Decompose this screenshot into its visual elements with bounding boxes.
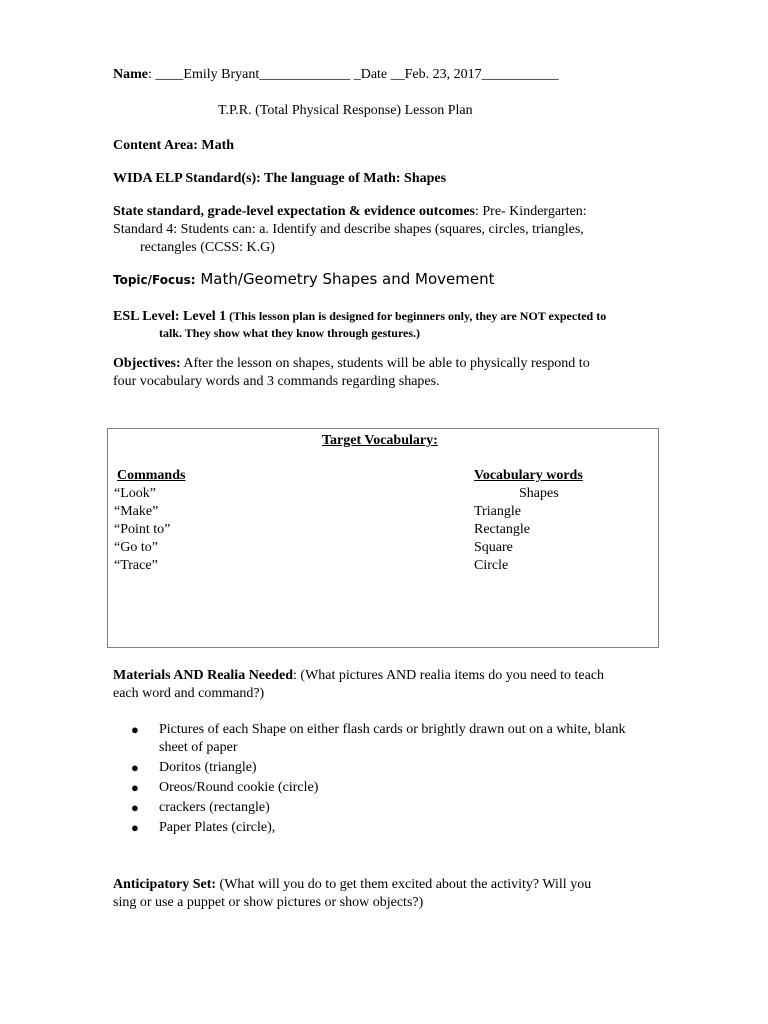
materials-label: Materials AND Realia Needed (113, 668, 294, 683)
topic-value: Math/Geometry Shapes and Movement (195, 270, 495, 288)
anticipatory-set (113, 876, 591, 894)
wida-value: The language of Math: Shapes (260, 171, 447, 186)
wida-label: WIDA ELP Standard(s): (113, 171, 261, 186)
state-standard-line2: Standard 4: Students can: a. Identify and describe shapes (squares, circles, triangles, (113, 222, 584, 237)
vocabulary-words-header (474, 467, 583, 485)
list-item-text: Doritos (triangle) (159, 760, 257, 775)
bullet-icon: ● (131, 800, 139, 815)
materials (113, 667, 604, 685)
objectives-line1: After the lesson on shapes, students will be able to physically respond to (180, 356, 590, 371)
name-label: Name (113, 67, 148, 82)
name-date-value: : ____Emily Bryant_____________ _Date __Feb. 23, 2017___________ (148, 67, 559, 82)
esl-label: ESL Level: (113, 309, 180, 324)
list-item (131, 721, 629, 757)
content-area (113, 137, 234, 155)
esl-note-line2-text: talk. They show what they know through gestures.) (159, 326, 421, 340)
name-date-line (113, 66, 559, 84)
vocabulary-word: Triangle (474, 504, 521, 519)
esl-note-line1: (This lesson plan is designed for beginners only, they are NOT expected to (226, 309, 607, 323)
anticipatory-line2: sing or use a puppet or show pictures or show objects?) (113, 895, 424, 910)
state-standard-label: State standard, grade-level expectation & evidence outcomes (113, 204, 475, 219)
vocabulary-word: Circle (474, 558, 509, 573)
bullet-icon: ● (131, 780, 139, 795)
target-vocabulary-title-text: Target Vocabulary: (322, 433, 438, 448)
document-title: T.P.R. (Total Physical Response) Lesson Plan (218, 103, 473, 118)
command-item: “Look” (114, 486, 156, 501)
topic-label: Topic/Focus: (113, 273, 196, 287)
anticipatory-line1: (What will you do to get them excited about the activity? Will you (216, 877, 592, 892)
list-item (131, 819, 651, 837)
anticipatory-label: Anticipatory Set: (113, 877, 217, 892)
state-standard-line3: rectangles (CCSS: K.G) (140, 240, 275, 255)
wida-standard (113, 170, 446, 188)
vocabulary-word: Rectangle (474, 522, 530, 537)
objectives-line2: four vocabulary words and 3 commands regarding shapes. (113, 374, 440, 389)
topic-focus (113, 270, 495, 290)
commands-header (117, 467, 185, 485)
list-item-text: Oreos/Round cookie (circle) (159, 780, 319, 795)
list-item-text: crackers (rectangle) (159, 800, 270, 815)
command-item: “Point to” (114, 522, 171, 537)
esl-note-line2 (159, 324, 420, 342)
materials-line1: : (What pictures AND realia items do you need to teach (293, 668, 605, 683)
bullet-icon: ● (131, 820, 139, 835)
esl-value: Level 1 (179, 309, 227, 324)
vocabulary-words-sub: Shapes (519, 486, 559, 501)
content-area-label: Content Area: (113, 138, 198, 153)
command-item: “Go to” (114, 540, 158, 555)
commands-header-text: Commands (117, 468, 186, 483)
vocabulary-words-header-text: Vocabulary words (474, 468, 583, 483)
list-item (131, 759, 651, 777)
materials-list (131, 721, 651, 839)
bullet-icon: ● (131, 760, 139, 775)
bullet-icon: ● (131, 722, 139, 737)
list-item-text: Pictures of each Shape on either flash cards or brightly drawn out on a white, blank sheet of paper (159, 722, 626, 755)
vocabulary-word: Square (474, 540, 513, 555)
state-standard-value: : Pre- Kindergarten: (474, 204, 587, 219)
materials-line2: each word and command?) (113, 686, 265, 701)
list-item (131, 779, 651, 797)
list-item (131, 799, 651, 817)
command-item: “Make” (114, 504, 159, 519)
content-area-value: Math (197, 138, 235, 153)
target-vocabulary-title (322, 432, 438, 450)
target-vocabulary-box (107, 428, 659, 648)
list-item-text: Paper Plates (circle), (159, 820, 276, 835)
state-standard (113, 203, 587, 221)
objectives (113, 355, 590, 373)
command-item: “Trace” (114, 558, 158, 573)
objectives-label: Objectives: (113, 356, 181, 371)
